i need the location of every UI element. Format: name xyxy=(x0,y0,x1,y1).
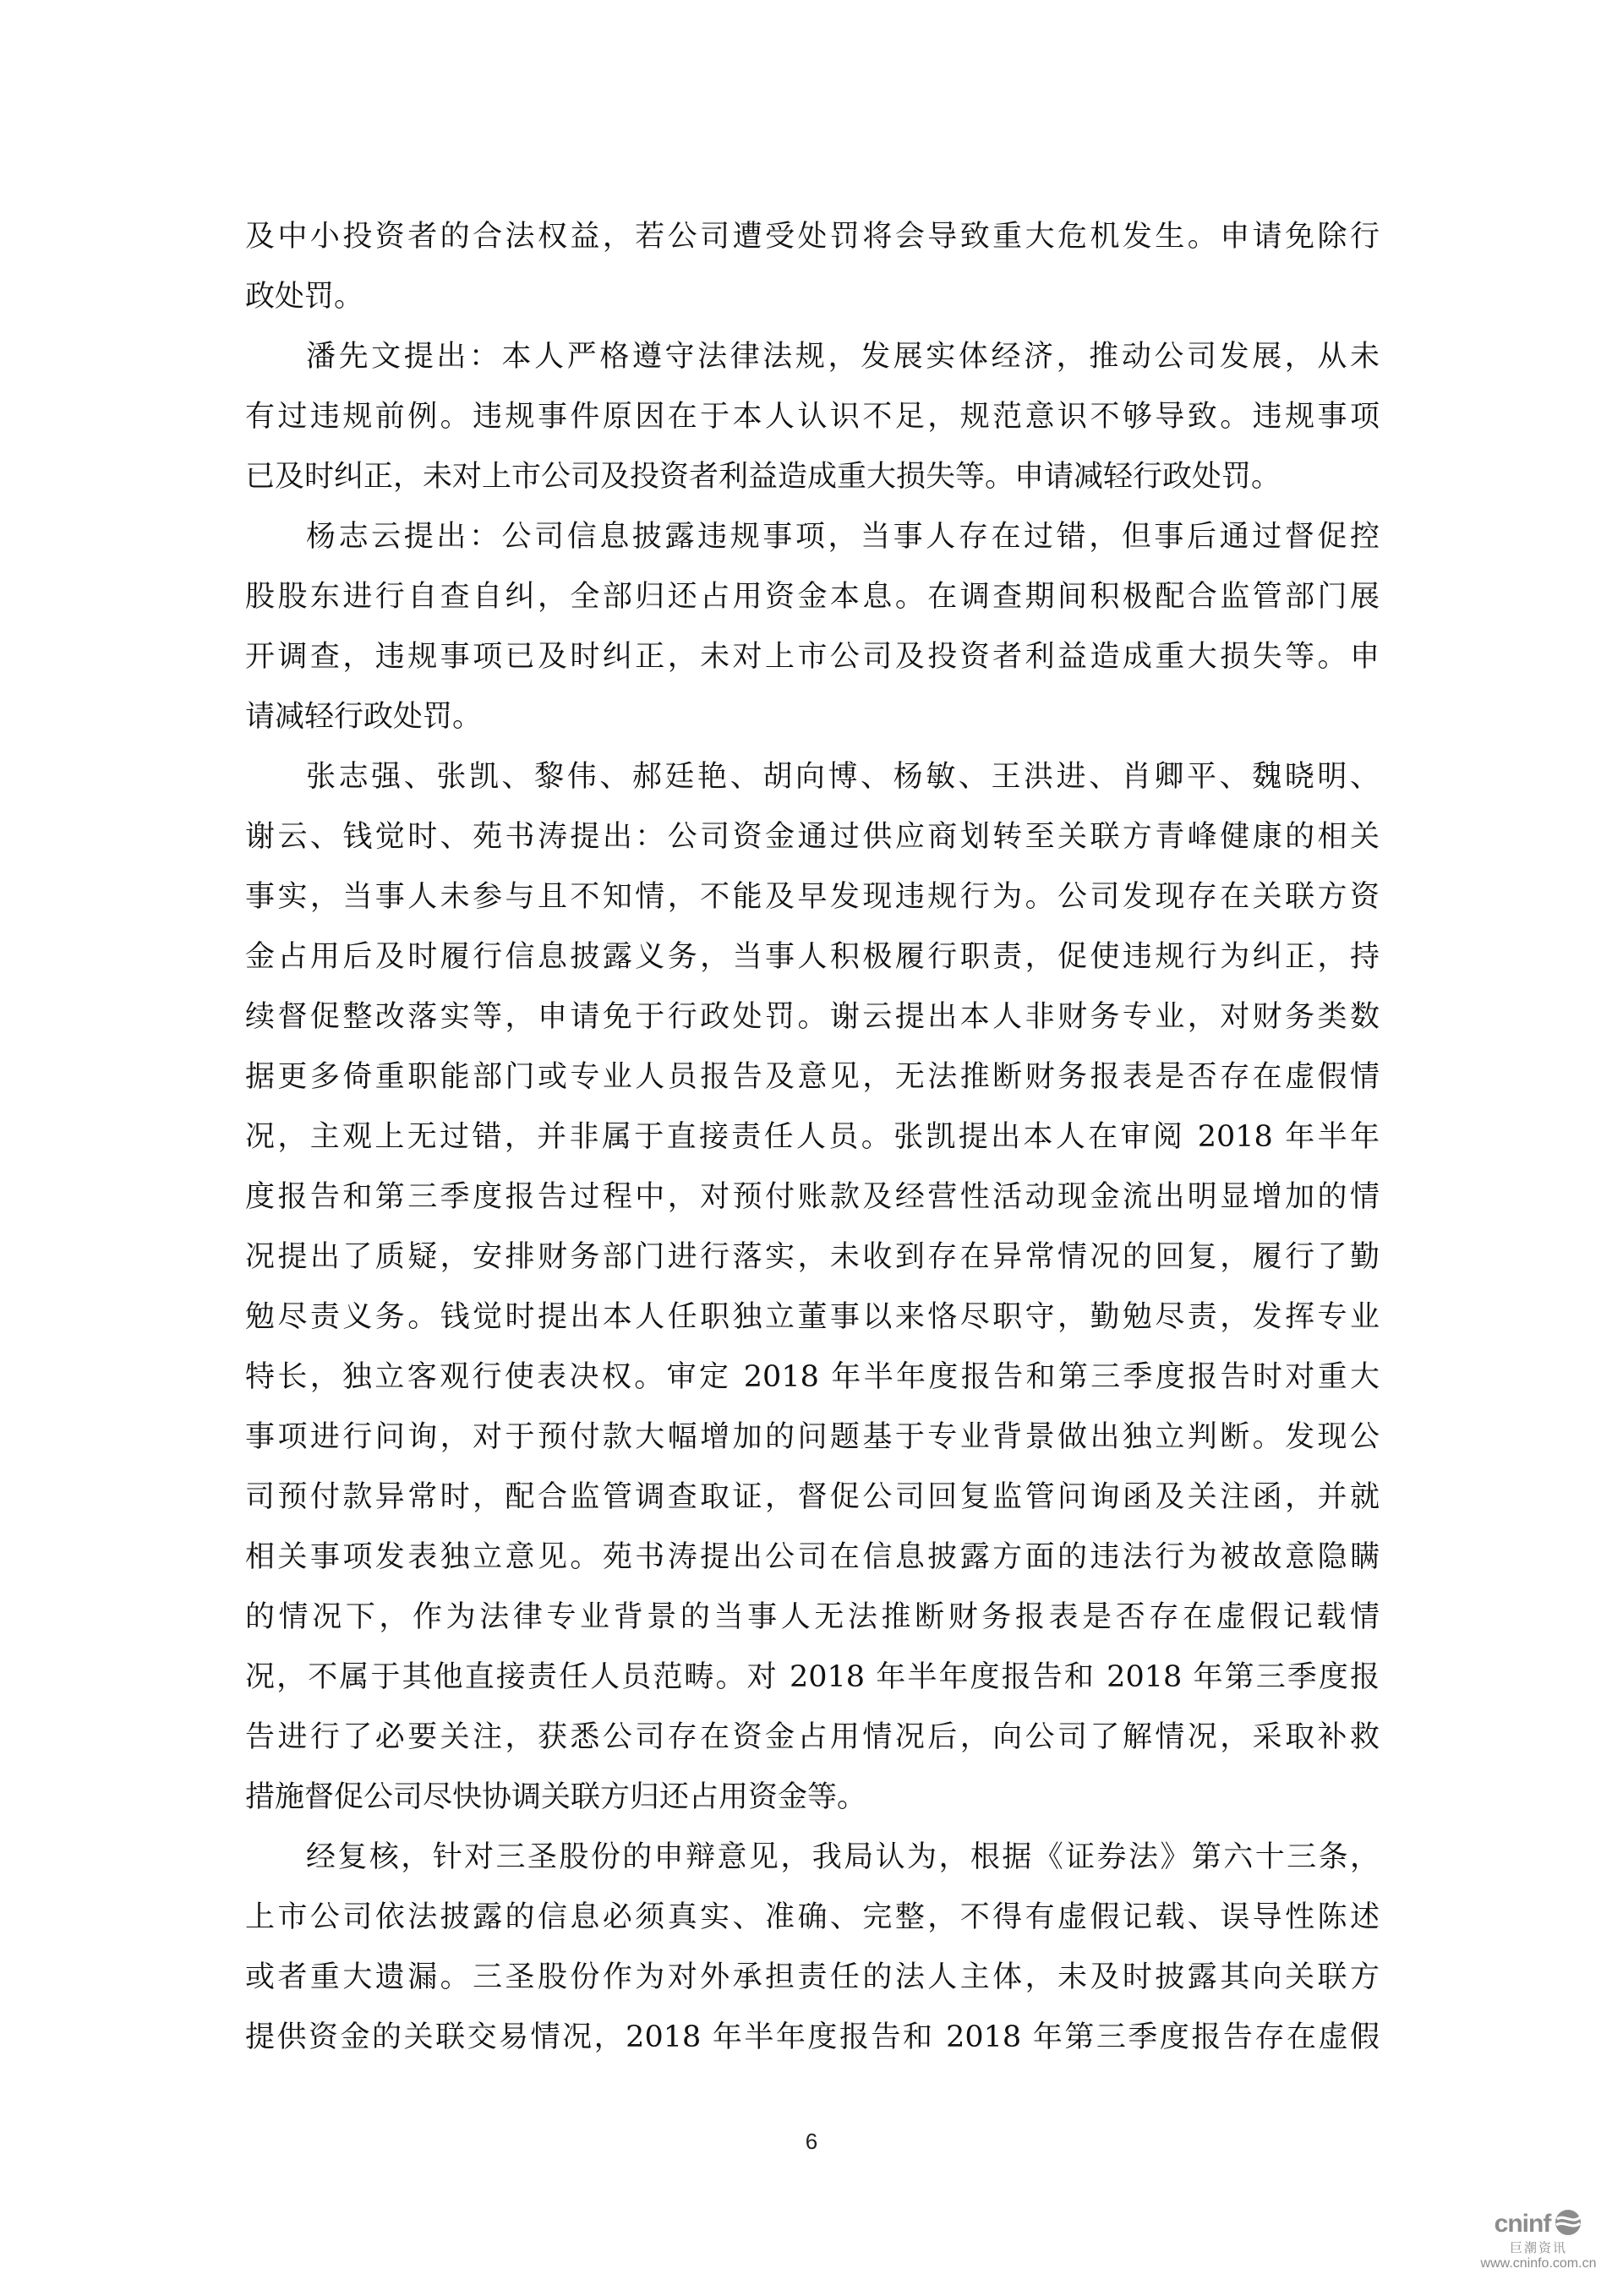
page-number: 6 xyxy=(805,2129,818,2154)
watermark-url: www.cninfo.com.cn xyxy=(1480,2256,1597,2271)
text-line: 特长，独立客观行使表决权。审定 2018 年半年度报告和第三季度报告时对重大 xyxy=(245,1360,1380,1394)
text-line: 或者重大遗漏。三圣股份作为对外承担责任的法人主体，未及时披露其向关联方 xyxy=(245,1960,1380,1994)
text-line: 开调查，违规事项已及时纠正，未对上市公司及投资者利益造成重大损失等。申 xyxy=(245,640,1380,674)
paragraph-first-line: 潘先文提出：本人严格遵守法律法规，发展实体经济，推动公司发展，从未 xyxy=(306,340,1380,374)
text-line: 勉尽责义务。钱觉时提出本人任职独立董事以来恪尽职守，勤勉尽责，发挥专业 xyxy=(245,1300,1380,1334)
watermark-brand: cninf xyxy=(1494,2210,1551,2238)
text-line: 事实，当事人未参与且不知情，不能及早发现违规行为。公司发现存在关联方资 xyxy=(245,880,1380,914)
text-line: 据更多倚重职能部门或专业人员报告及意见，无法推断财务报表是否存在虚假情 xyxy=(245,1060,1380,1094)
text-line: 政处罚。 xyxy=(245,280,364,314)
text-line: 上市公司依法披露的信息必须真实、准确、完整，不得有虚假记载、误导性陈述 xyxy=(245,1900,1380,1934)
text-line: 司预付款异常时，配合监管调查取证，督促公司回复监管问询函及关注函，并就 xyxy=(245,1480,1380,1514)
text-line: 有过违规前例。违规事件原因在于本人认识不足，规范意识不够导致。违规事项 xyxy=(245,400,1380,434)
text-line: 续督促整改落实等，申请免于行政处罚。谢云提出本人非财务专业，对财务类数 xyxy=(245,1000,1380,1034)
text-line: 及中小投资者的合法权益，若公司遭受处罚将会导致重大危机发生。申请免除行 xyxy=(245,220,1380,254)
text-line: 告进行了必要关注，获悉公司存在资金占用情况后，向公司了解情况，采取补救 xyxy=(245,1720,1380,1754)
text-line: 度报告和第三季度报告过程中，对预付账款及经营性活动现金流出明显增加的情 xyxy=(245,1180,1380,1214)
text-line: 谢云、钱觉时、苑书涛提出：公司资金通过供应商划转至关联方青峰健康的相关 xyxy=(245,820,1380,854)
document-body xyxy=(245,211,1380,2072)
text-line: 金占用后及时履行信息披露义务，当事人积极履行职责，促使违规行为纠正，持 xyxy=(245,940,1380,974)
text-line: 相关事项发表独立意见。苑书涛提出公司在信息披露方面的违法行为被故意隐瞒 xyxy=(245,1540,1380,1574)
paragraph-first-line: 经复核，针对三圣股份的申辩意见，我局认为，根据《证券法》第六十三条， xyxy=(306,1840,1380,1874)
cninfo-swirl-icon xyxy=(1554,2208,1582,2240)
text-line: 况，主观上无过错，并非属于直接责任人员。张凯提出本人在审阅 2018 年半年 xyxy=(245,1120,1380,1154)
text-line: 提供资金的关联交易情况，2018 年半年度报告和 2018 年第三季度报告存在虚假 xyxy=(245,2020,1380,2054)
text-line: 措施督促公司尽快协调关联方归还占用资金等。 xyxy=(245,1780,867,1814)
paragraph-first-line: 张志强、张凯、黎伟、郝廷艳、胡向博、杨敏、王洪进、肖卿平、魏晓明、 xyxy=(306,760,1380,794)
cninfo-watermark xyxy=(1462,2208,1615,2271)
paragraph-first-line: 杨志云提出：公司信息披露违规事项，当事人存在过错，但事后通过督促控 xyxy=(306,520,1380,554)
watermark-logo-row xyxy=(1462,2208,1615,2240)
text-line: 已及时纠正，未对上市公司及投资者利益造成重大损失等。申请减轻行政处罚。 xyxy=(245,460,1281,494)
text-line: 的情况下，作为法律专业背景的当事人无法推断财务报表是否存在虚假记载情 xyxy=(245,1600,1380,1634)
text-line: 况提出了质疑，安排财务部门进行落实，未收到存在异常情况的回复，履行了勤 xyxy=(245,1240,1380,1274)
text-line: 股股东进行自查自纠，全部归还占用资金本息。在调查期间积极配合监管部门展 xyxy=(245,580,1380,614)
text-line: 请减轻行政处罚。 xyxy=(245,700,483,734)
text-line: 事项进行问询，对于预付款大幅增加的问题基于专业背景做出独立判断。发现公 xyxy=(245,1420,1380,1454)
watermark-chinese-name: 巨潮资讯 xyxy=(1509,2240,1567,2255)
text-line: 况，不属于其他直接责任人员范畴。对 2018 年半年度报告和 2018 年第三季度报 xyxy=(245,1660,1380,1694)
